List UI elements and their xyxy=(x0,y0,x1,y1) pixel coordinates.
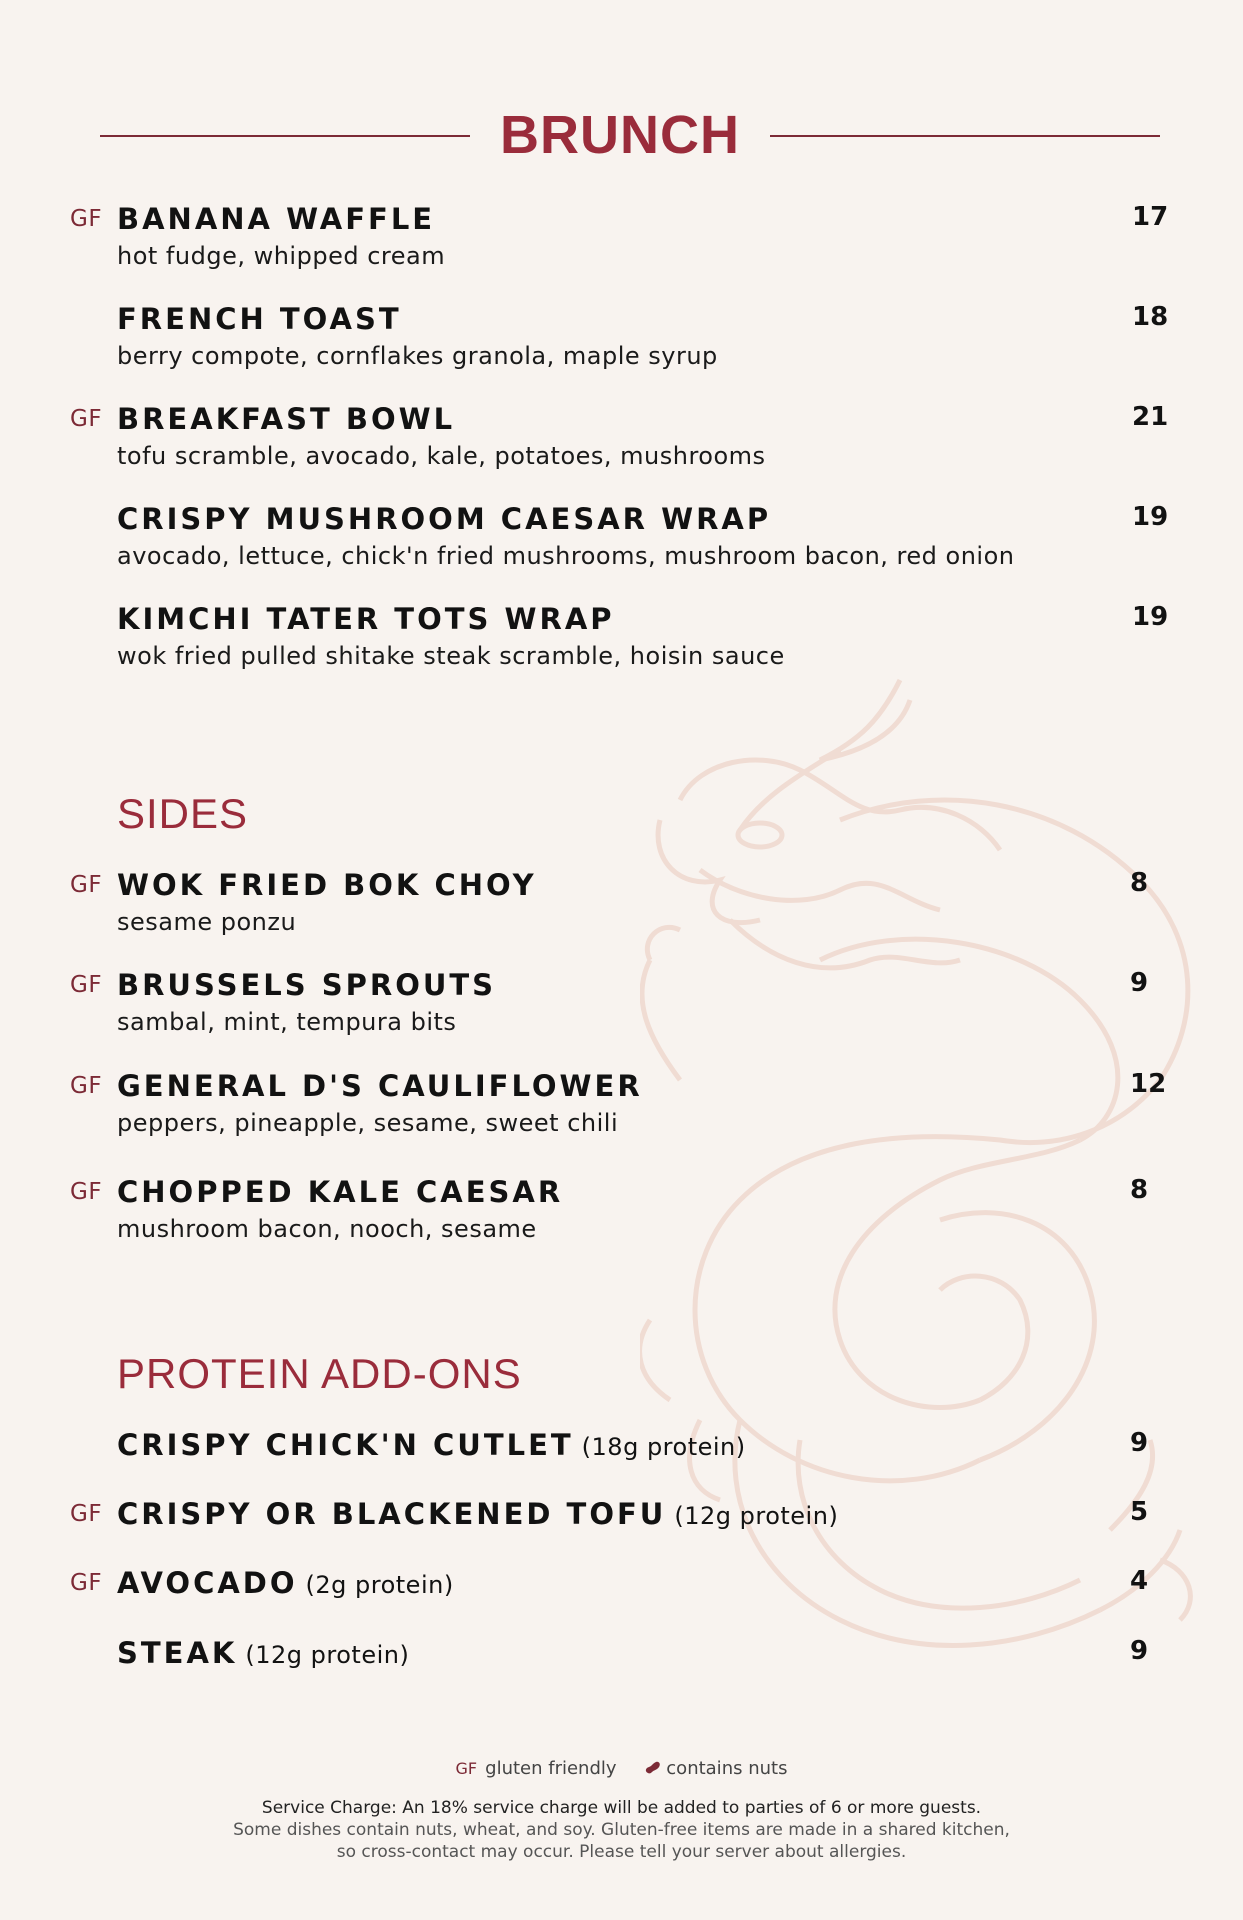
service-charge-note: Service Charge: An 18% service charge will be added to parties of 6 or more guests. xyxy=(261,1798,982,1818)
title-rule-left xyxy=(100,135,470,137)
item-price: 17 xyxy=(1132,202,1169,232)
legend-gf-mark: GF xyxy=(455,1759,478,1778)
item-name: CHOPPED KALE CAESAR xyxy=(117,1175,564,1209)
item-name: WOK FRIED BOK CHOY xyxy=(117,868,537,902)
item-price: 19 xyxy=(1132,602,1169,632)
item-description: sesame ponzu xyxy=(117,908,297,936)
gf-badge: GF xyxy=(70,1179,103,1205)
item-price: 8 xyxy=(1130,1175,1149,1205)
item-name: BANANA WAFFLE xyxy=(117,202,436,236)
item-name xyxy=(117,1636,409,1670)
item-name xyxy=(117,1566,454,1600)
legend xyxy=(0,1758,1243,1779)
gf-badge: GF xyxy=(70,406,103,432)
gf-badge: GF xyxy=(70,1570,103,1596)
item-price: 9 xyxy=(1130,1636,1149,1666)
brunch-title: BRUNCH xyxy=(500,105,740,165)
item-name xyxy=(117,1497,838,1531)
item-name: KIMCHI TATER TOTS WRAP xyxy=(117,602,615,636)
protein-amount: (12g protein) xyxy=(674,1502,839,1530)
dragon-watermark-icon xyxy=(640,660,1200,1720)
item-name: FRENCH TOAST xyxy=(117,302,402,336)
item-price: 9 xyxy=(1130,1428,1149,1458)
gf-badge: GF xyxy=(70,872,103,898)
item-price: 18 xyxy=(1132,302,1169,332)
item-name-text: CRISPY OR BLACKENED TOFU xyxy=(117,1497,667,1531)
gf-badge: GF xyxy=(70,972,103,998)
allergy-note-line1: Some dishes contain nuts, wheat, and soy. Gluten-free items are made in a shared kitchen, xyxy=(233,1820,1010,1840)
item-description: mushroom bacon, nooch, sesame xyxy=(117,1215,537,1243)
item-description: hot fudge, whipped cream xyxy=(117,242,446,270)
item-name: BREAKFAST BOWL xyxy=(117,402,456,436)
protein-amount: (2g protein) xyxy=(305,1571,454,1599)
title-rule-right xyxy=(770,135,1160,137)
item-description: tofu scramble, avocado, kale, potatoes, mushrooms xyxy=(117,442,766,470)
item-name: BRUSSELS SPROUTS xyxy=(117,968,497,1002)
item-price: 5 xyxy=(1130,1497,1149,1527)
item-name: GENERAL D'S CAULIFLOWER xyxy=(117,1069,643,1103)
item-price: 4 xyxy=(1130,1566,1149,1596)
item-price: 9 xyxy=(1130,968,1149,998)
item-description: sambal, mint, tempura bits xyxy=(117,1008,457,1036)
item-name-text: STEAK xyxy=(117,1636,238,1670)
gf-badge: GF xyxy=(70,206,103,232)
legend-nuts-label: contains nuts xyxy=(666,1758,788,1779)
allergy-note-line2: so cross-contact may occur. Please tell your server about allergies. xyxy=(336,1842,907,1862)
item-price: 8 xyxy=(1130,868,1149,898)
item-description: avocado, lettuce, chick'n fried mushrooms, mushroom bacon, red onion xyxy=(117,542,1015,570)
item-description: wok fried pulled shitake steak scramble, hoisin sauce xyxy=(117,642,785,670)
item-name: CRISPY MUSHROOM CAESAR WRAP xyxy=(117,502,772,536)
gf-badge: GF xyxy=(70,1073,103,1099)
item-name-text: AVOCADO xyxy=(117,1566,298,1600)
item-description: berry compote, cornflakes granola, maple syrup xyxy=(117,342,718,370)
item-name xyxy=(117,1428,746,1462)
item-price: 19 xyxy=(1132,502,1169,532)
item-name-text: CRISPY CHICK'N CUTLET xyxy=(117,1428,574,1462)
nut-icon xyxy=(644,1760,662,1776)
gf-badge: GF xyxy=(70,1501,103,1527)
brunch-header xyxy=(100,100,1160,170)
protein-amount: (18g protein) xyxy=(581,1433,746,1461)
protein-amount: (12g protein) xyxy=(245,1641,410,1669)
item-price: 12 xyxy=(1130,1069,1167,1099)
protein-addons-title: PROTEIN ADD-ONS xyxy=(117,1350,522,1397)
legend-gf-label: gluten friendly xyxy=(485,1758,617,1779)
item-price: 21 xyxy=(1132,402,1169,432)
sides-title: SIDES xyxy=(117,790,249,837)
item-description: peppers, pineapple, sesame, sweet chili xyxy=(117,1109,619,1137)
